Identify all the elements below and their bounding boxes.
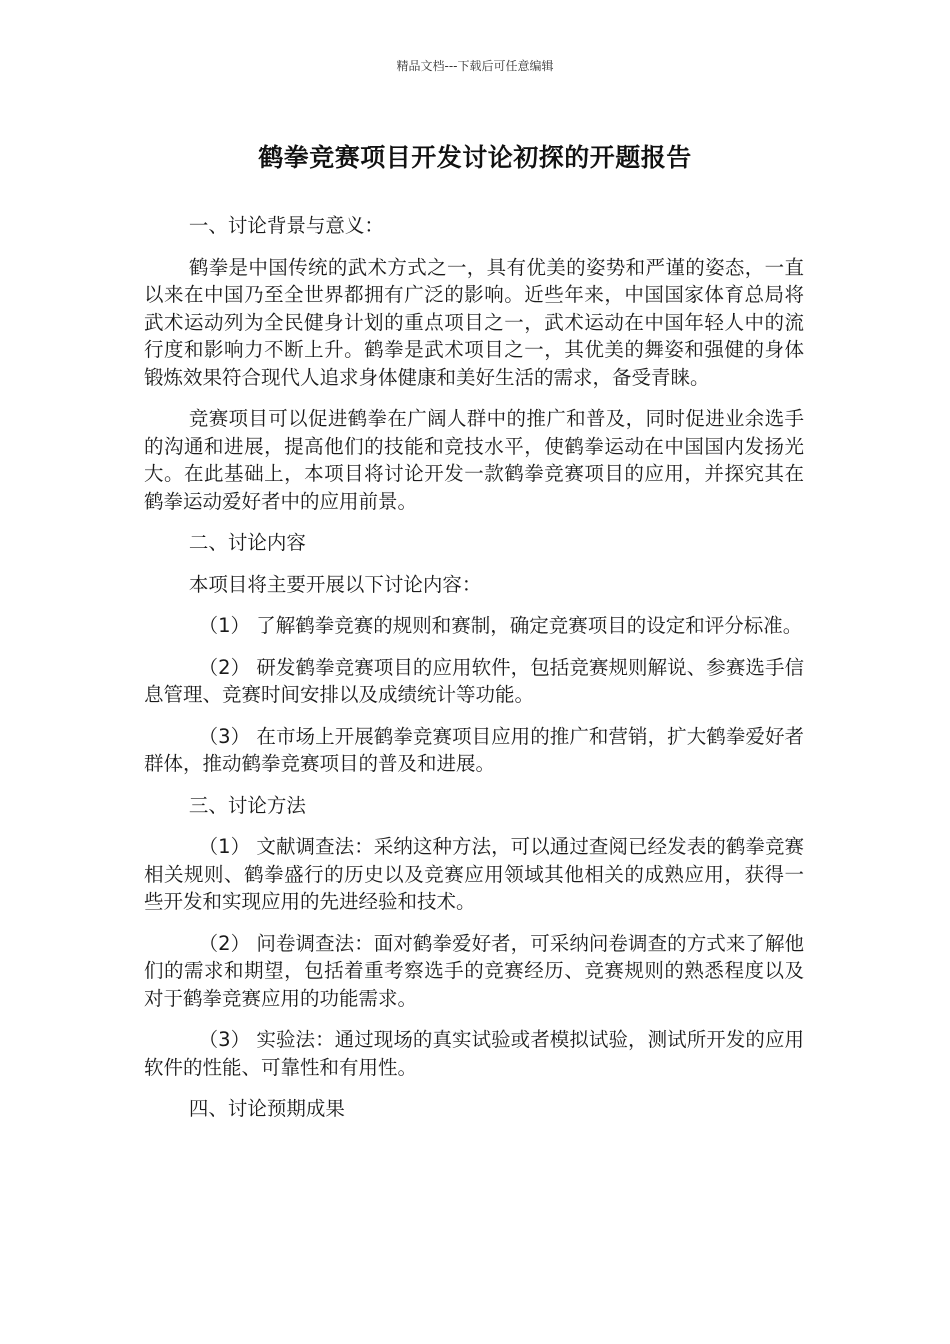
list-item: （1） 文献调查法：采纳这种方法，可以通过查阅已经发表的鹤拳竞赛相关规则、鹤拳盛行的历史以及竞赛应用领域其他相关的成熟应用，获得一些开发和实现应用的先进经验和技术。 <box>144 835 804 913</box>
paragraph: 竞赛项目可以促进鹤拳在广阔人群中的推广和普及，同时促进业余选手的沟通和进展，提高他们的技能和竞技水平，使鹤拳运动在中国国内发扬光大。在此基础上，本项目将讨论开发一款鹤拳竞赛项目的应用，并探究其在鹤拳运动爱好者中的应用前景。 <box>144 407 804 513</box>
header-note: 精品文档---下载后可任意编辑 <box>396 59 554 73</box>
section-heading: 一、讨论背景与意义： <box>188 214 384 237</box>
section-heading: 三、讨论方法 <box>188 793 306 817</box>
list-item: （1） 了解鹤拳竞赛的规则和赛制，确定竞赛项目的设定和评分标准。 <box>198 614 803 637</box>
list-item: （3） 在市场上开展鹤拳竞赛项目应用的推广和营销，扩大鹤拳爱好者群体，推动鹤拳竞赛项目的普及和进展。 <box>144 724 804 775</box>
document-title: 鹤拳竞赛项目开发讨论初探的开题报告 <box>258 143 692 172</box>
paragraph: 鹤拳是中国传统的武术方式之一，具有优美的姿势和严谨的姿态，一直以来在中国乃至全世界都拥有广泛的影响。近些年来，中国国家体育总局将武术运动列为全民健身计划的重点项目之一，武术运动在中国年轻人中的流行度和影响力不断上升。鹤拳是武术项目之一，其优美的舞姿和强健的身体锻炼效果符合现代人追求身体健康和美好生活的需求，备受青睐。 <box>144 255 804 389</box>
list-item: （3） 实验法：通过现场的真实试验或者模拟试验，测试所开发的应用软件的性能、可靠性和有用性。 <box>144 1028 804 1079</box>
list-item: （2） 研发鹤拳竞赛项目的应用软件，包括竞赛规则解说、参赛选手信息管理、竞赛时间安排以及成绩统计等功能。 <box>144 655 804 706</box>
list-item: （2） 问卷调查法：面对鹤拳爱好者，可采纳问卷调查的方式来了解他们的需求和期望，包括着重考察选手的竞赛经历、竞赛规则的熟悉程度以及对于鹤拳竞赛应用的功能需求。 <box>144 931 804 1010</box>
document-body <box>144 212 804 1137</box>
section-heading: 二、讨论内容 <box>188 531 306 554</box>
section-heading: 四、讨论预期成果 <box>188 1097 345 1120</box>
paragraph: 本项目将主要开展以下讨论内容： <box>188 572 482 596</box>
